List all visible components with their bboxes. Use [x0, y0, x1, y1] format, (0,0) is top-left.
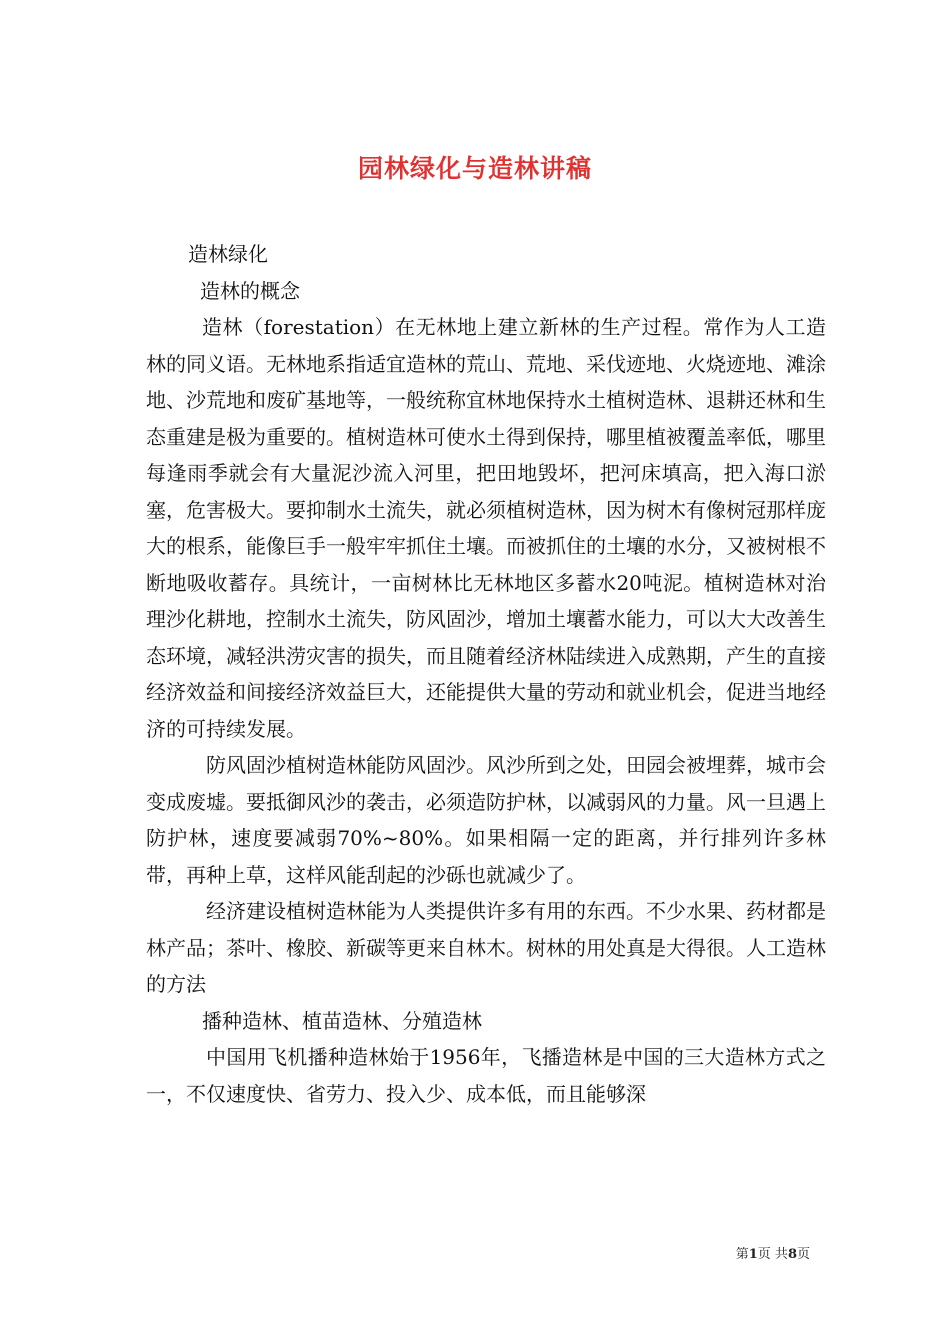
page-footer: [736, 1243, 810, 1262]
footer-suffix: 页: [796, 1247, 810, 1262]
section-heading: 造林绿化: [188, 242, 268, 266]
footer-total-pages: 8: [787, 1247, 797, 1262]
footer-middle: 页 共: [757, 1247, 788, 1262]
paragraph-methods: 播种造林、植苗造林、分殖造林: [202, 1008, 482, 1033]
subsection-heading: 造林的概念: [200, 278, 300, 303]
paragraph-windbreak: 防风固沙植树造林能防风固沙。风沙所到之处，田园会被埋葬，城市会变成废墟。要抵御风沙的袭击，必须造防护林，以减弱风的力量。风一旦遇上防护林，速度要减弱70%~80%。如果相隔一定的距离，并行排列许多林带，再种上草，这样风能刮起的沙砾也就减少了。: [146, 753, 826, 887]
paragraph-aerial-seeding: 中国用飞机播种造林始于1956年，飞播造林是中国的三大造林方式之一，不仅速度快、省劳力、投入少、成本低，而且能够深: [146, 1045, 826, 1106]
document-body: [146, 236, 826, 1112]
document-title: 园林绿化与造林讲稿: [357, 153, 592, 183]
paragraph-concept: 造林（forestation）在无林地上建立新林的生产过程。常作为人工造林的同义语。无林地系指适宜造林的荒山、荒地、采伐迹地、火烧迹地、滩涂地、沙荒地和废矿基地等，一般统称宜林地保持水土植树造林、退耕还林和生态重建是极为重要的。植树造林可使水土得到保持，哪里植被覆盖率低，哪里每逢雨季就会有大量泥沙流入河里，把田地毁坏，把河床填高，把入海口淤塞，危害极大。要抑制水土流失，就必须植树造林，因为树木有像树冠那样庞大的根系，能像巨手一般牢牢抓住土壤。而被抓住的土壤的水分，又被树根不断地吸收蓄存。具统计，一亩树林比无林地区多蓄水20吨泥。植树造林对治理沙化耕地，控制水土流失，防风固沙，增加土壤蓄水能力，可以大大改善生态环境，减轻洪涝灾害的损失，而且随着经济林陆续进入成熟期，产生的直接经济效益和间接经济效益巨大，还能提供大量的劳动和就业机会，促进当地经济的可持续发展。: [146, 315, 826, 741]
paragraph-economy: 经济建设植树造林能为人类提供许多有用的东西。不少水果、药材都是林产品；茶叶、橡胶、新碳等更来自林木。树林的用处真是大得很。人工造林的方法: [146, 899, 826, 996]
footer-prefix: 第: [735, 1247, 749, 1262]
footer-page-number: 1: [748, 1247, 758, 1262]
